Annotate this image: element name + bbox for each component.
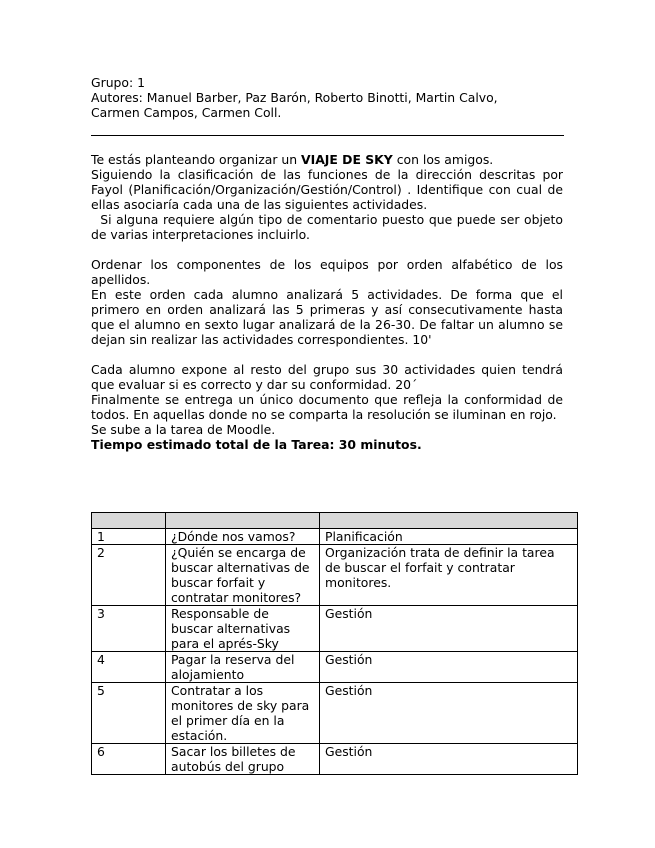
order-paragraph: Ordenar los componentes de los equipos por orden alfabético de los apellidos.	[91, 257, 563, 287]
authors-line-2: Carmen Campos, Carmen Coll.	[91, 105, 282, 120]
comment-paragraph: Si alguna requiere algún tipo de comentario puesto que puede ser objeto de varias interpretaciones incluirlo.	[91, 212, 567, 242]
table-row	[92, 652, 578, 683]
header-cell	[320, 513, 578, 529]
cell-function: Gestión	[320, 606, 578, 652]
group-label: Grupo: 1	[91, 75, 145, 90]
table-row	[92, 744, 578, 775]
table-header-row	[92, 513, 578, 529]
cell-num: 1	[92, 529, 166, 545]
moodle-paragraph: Se sube a la tarea de Moodle.	[91, 422, 276, 437]
final-paragraph: Finalmente se entrega un único documento que refleja la conformidad de todos. En aquellas donde no se comparta la resolución se iluminan en rojo.	[91, 392, 563, 422]
header-cell	[166, 513, 320, 529]
document-header	[91, 75, 563, 120]
cell-activity: Pagar la reserva del alojamiento	[166, 652, 320, 683]
table-row	[92, 529, 578, 545]
intro-sentence	[91, 152, 563, 167]
table-row	[92, 683, 578, 744]
cell-activity: Sacar los billetes de autobús del grupo	[166, 744, 320, 775]
header-cell	[92, 513, 166, 529]
intro-lead: Te estás planteando organizar un	[91, 152, 301, 167]
assignment-text	[91, 152, 567, 452]
cell-activity: Contratar a los monitores de sky para el primer día en la estación.	[166, 683, 320, 744]
cell-num: 3	[92, 606, 166, 652]
cell-num: 6	[92, 744, 166, 775]
instructions-paragraph: Siguiendo la clasificación de las funciones de la dirección descritas por Fayol (Planificación/Organización/Gestión/Control) . Identifique con cual de ellas asociaría cada una de las siguientes actividades.	[91, 167, 563, 212]
cell-num: 2	[92, 545, 166, 606]
cell-activity: ¿Dónde nos vamos?	[166, 529, 320, 545]
review-paragraph: Cada alumno expone al resto del grupo sus 30 actividades quien tendrá que evaluar si es correcto y dar su conformidad. 20´	[91, 362, 563, 392]
activities-table	[91, 512, 578, 775]
table-row	[92, 545, 578, 606]
cell-function: Planificación	[320, 529, 578, 545]
analysis-paragraph: En este orden cada alumno analizará 5 actividades. De forma que el primero en orden analizará las 5 primeras y así consecutivamente hasta que el alumno en sexto lugar analizará de la 26-30. De faltar un alumno se dejan sin realizar las actividades correspondientes. 10'	[91, 287, 563, 347]
trip-name: VIAJE DE SKY	[301, 152, 393, 167]
time-estimate-text: Tiempo estimado total de la Tarea: 30 minutos.	[91, 437, 422, 452]
cell-activity: Responsable de buscar alternativas para el aprés-Sky	[166, 606, 320, 652]
cell-function: Gestión	[320, 744, 578, 775]
time-estimate	[91, 437, 563, 452]
cell-num: 4	[92, 652, 166, 683]
table-row	[92, 606, 578, 652]
authors-line-1: Autores: Manuel Barber, Paz Barón, Roberto Binotti, Martin Calvo,	[91, 90, 498, 105]
cell-function: Organización trata de definir la tarea de buscar el forfait y contratar monitores.	[320, 545, 578, 606]
horizontal-rule	[91, 135, 564, 136]
intro-tail: con los amigos.	[392, 152, 494, 167]
cell-num: 5	[92, 683, 166, 744]
cell-function: Gestión	[320, 652, 578, 683]
cell-activity: ¿Quién se encarga de buscar alternativas de buscar forfait y contratar monitores?	[166, 545, 320, 606]
cell-function: Gestión	[320, 683, 578, 744]
